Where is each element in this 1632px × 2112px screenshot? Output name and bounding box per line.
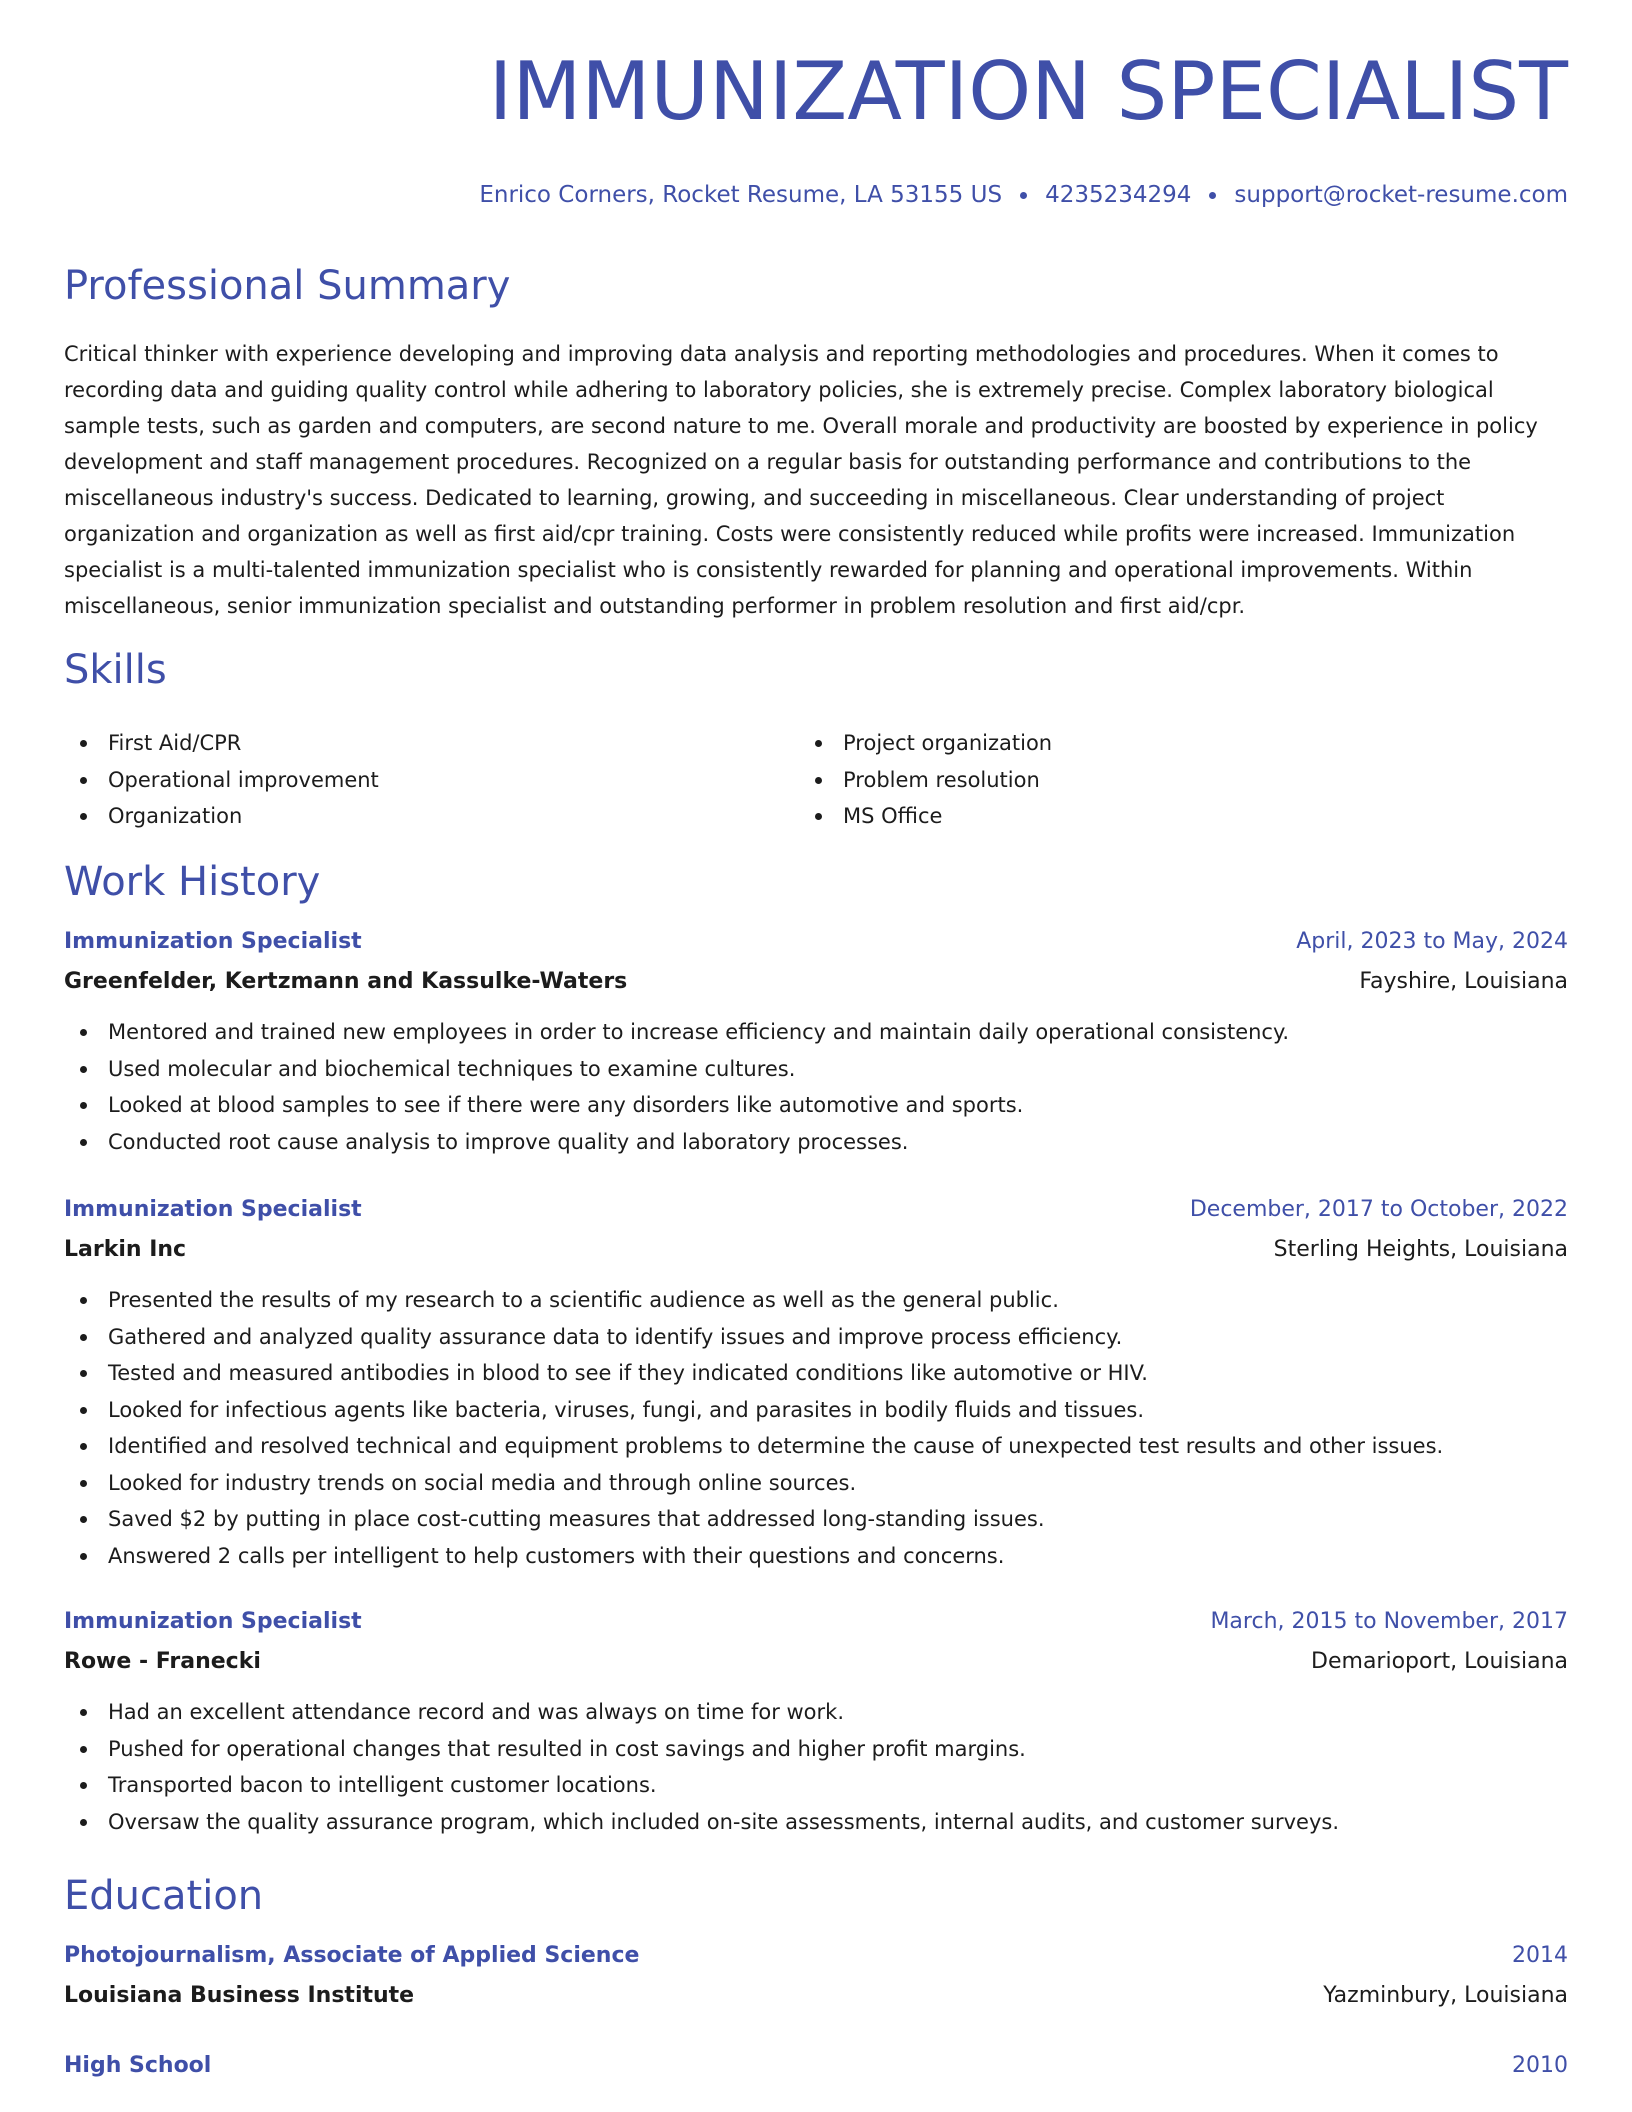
- job-location: Demarioport, Louisiana: [1311, 1649, 1568, 1674]
- job-dates: December, 2017 to October, 2022: [1189, 1197, 1568, 1222]
- list-item: Saved $2 by putting in place cost-cutting measures that addressed long-standing issues.: [64, 1501, 1568, 1538]
- list-item: Looked at blood samples to see if there were any disorders like automotive and sports.: [64, 1087, 1568, 1124]
- job-location: Fayshire, Louisiana: [1359, 969, 1568, 994]
- education-degree: High School: [64, 2053, 212, 2078]
- list-item: Pushed for operational changes that resulted in cost savings and higher profit margins.: [64, 1731, 1568, 1768]
- skill-item: First Aid/CPR: [64, 725, 379, 762]
- list-item: Answered 2 calls per intelligent to help customers with their questions and concerns.: [64, 1538, 1568, 1575]
- skill-item: Organization: [64, 798, 379, 835]
- education-heading: Education: [64, 1873, 264, 1919]
- job-entry: [64, 1602, 1568, 1840]
- summary-heading: Professional Summary: [64, 263, 511, 309]
- job-dates: April, 2023 to May, 2024: [1296, 929, 1568, 954]
- list-item: Looked for infectious agents like bacteria, viruses, fungi, and parasites in bodily fluids and tissues.: [64, 1392, 1568, 1429]
- contact-phone: 4235234294: [1045, 182, 1192, 208]
- skill-item: MS Office: [799, 798, 1052, 835]
- skills-list-left: [64, 725, 379, 835]
- job-company: Greenfelder, Kertzmann and Kassulke-Waters: [64, 969, 628, 994]
- education-degree: Photojournalism, Associate of Applied Science: [64, 1943, 640, 1968]
- education-school: Louisiana Business Institute: [64, 1983, 415, 2008]
- job-bullets: [64, 1014, 1568, 1160]
- job-entry: [64, 922, 1568, 1160]
- education-entry: [64, 2046, 1568, 2086]
- list-item: Presented the results of my research to a scientific audience as well as the general public.: [64, 1282, 1568, 1319]
- bullet-separator-icon: [1209, 192, 1216, 199]
- skill-item: Problem resolution: [799, 762, 1052, 799]
- skill-item: Project organization: [799, 725, 1052, 762]
- list-item: Tested and measured antibodies in blood to see if they indicated conditions like automotive or HIV.: [64, 1355, 1568, 1392]
- job-location: Sterling Heights, Louisiana: [1273, 1237, 1568, 1262]
- summary-text: Critical thinker with experience developing and improving data analysis and reporting methodologies and procedures. When it comes to recording data and guiding quality control while adhering to laboratory policies, she is extremely precise. Complex laboratory biological sample tests, such as garden and computers, are second nature to me. Overall morale and productivity are boosted by experience in policy development and staff management procedures. Recognized on a regular basis for outstanding performance and contributions to the miscellaneous industry's success. Dedicated to learning, growing, and succeeding in miscellaneous. Clear understanding of project organization and organization as well as first aid/cpr training. Costs were consistently reduced while profits were increased. Immunization specialist is a multi-talented immunization specialist who is consistently rewarded for planning and operational improvements. Within miscellaneous, senior immunization specialist and outstanding performer in problem resolution and first aid/cpr.: [64, 342, 1538, 618]
- job-dates: March, 2015 to November, 2017: [1210, 1609, 1568, 1634]
- contact-email: support@rocket-resume.com: [1234, 182, 1568, 208]
- list-item: Had an excellent attendance record and was always on time for work.: [64, 1694, 1568, 1731]
- education-location: Yazminbury, Louisiana: [1323, 1983, 1568, 2008]
- list-item: Oversaw the quality assurance program, which included on-site assessments, internal audits, and customer surveys.: [64, 1804, 1568, 1841]
- skill-item: Operational improvement: [64, 762, 379, 799]
- contact-address: Enrico Corners, Rocket Resume, LA 53155 US: [479, 182, 1003, 208]
- skills-heading: Skills: [64, 647, 167, 693]
- job-company: Rowe - Franecki: [64, 1649, 261, 1674]
- list-item: Identified and resolved technical and equipment problems to determine the cause of unexpected test results and other issues.: [64, 1428, 1568, 1465]
- list-item: Gathered and analyzed quality assurance data to identify issues and improve process efficiency.: [64, 1319, 1568, 1356]
- list-item: Transported bacon to intelligent customer locations.: [64, 1767, 1568, 1804]
- skills-list-right: [799, 725, 1052, 835]
- job-title: Immunization Specialist: [64, 929, 362, 954]
- bullet-separator-icon: [1020, 192, 1027, 199]
- list-item: Looked for industry trends on social media and through online sources.: [64, 1465, 1568, 1502]
- job-company: Larkin Inc: [64, 1237, 187, 1262]
- job-title: Immunization Specialist: [64, 1609, 362, 1634]
- list-item: Mentored and trained new employees in order to increase efficiency and maintain daily operational consistency.: [64, 1014, 1568, 1051]
- list-item: Conducted root cause analysis to improve quality and laboratory processes.: [64, 1124, 1568, 1161]
- education-entry: [64, 1936, 1568, 2016]
- list-item: Used molecular and biochemical techniques to examine cultures.: [64, 1051, 1568, 1088]
- job-bullets: [64, 1282, 1568, 1574]
- job-entry: [64, 1190, 1568, 1574]
- page-title: IMMUNIZATION SPECIALIST: [488, 45, 1568, 138]
- education-year: 2014: [1512, 1943, 1568, 1968]
- contact-line: [479, 182, 1568, 208]
- job-bullets: [64, 1694, 1568, 1840]
- job-title: Immunization Specialist: [64, 1197, 362, 1222]
- work-history-heading: Work History: [64, 859, 321, 905]
- education-year: 2010: [1512, 2053, 1568, 2078]
